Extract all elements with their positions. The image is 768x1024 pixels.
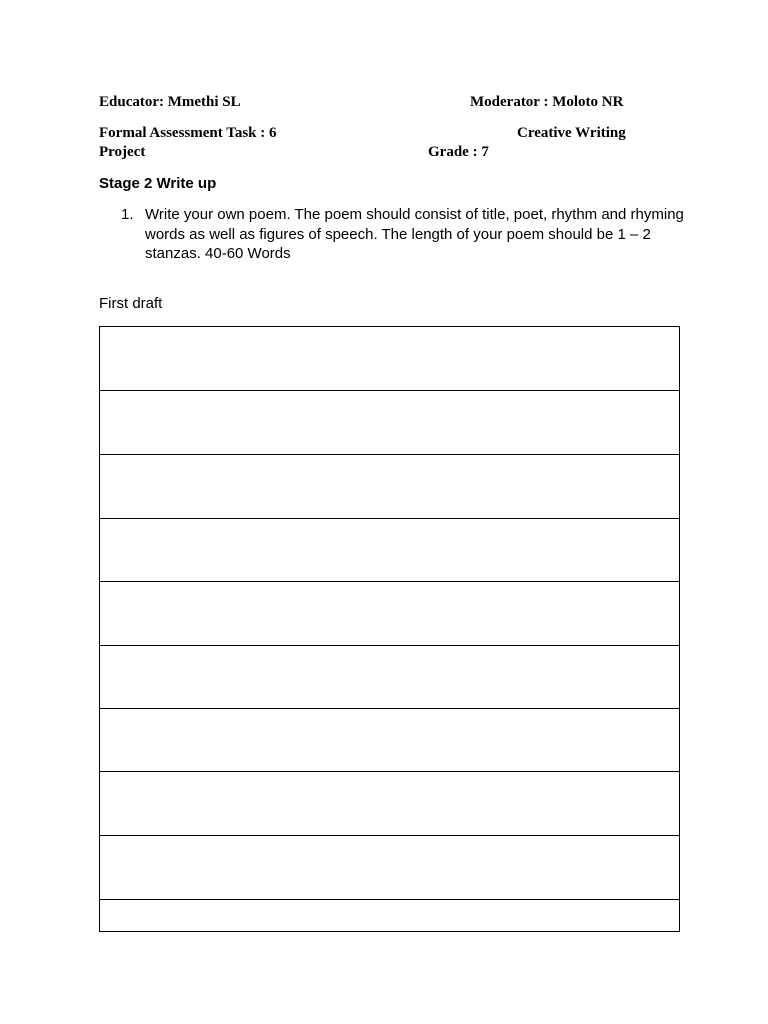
writing-line [100,454,679,455]
writing-line [100,581,679,582]
moderator-name: Moderator : Moloto NR [470,94,624,110]
grade-label: Grade : 7 [428,144,489,160]
instruction-number: 1. [121,206,134,223]
writing-line [100,645,679,646]
writing-line [100,390,679,391]
task-type: Project [99,144,146,160]
writing-line [100,518,679,519]
writing-line [100,835,679,836]
writing-line [100,771,679,772]
instruction-text: Write your own poem. The poem should consist of title, poet, rhythm and rhyming words as well as figures of speech. The length of your poem should be 1 – 2 stanzas. 40-60 Words [145,206,684,262]
writing-line [100,899,679,900]
first-draft-writing-box[interactable] [99,326,680,932]
writing-line [100,708,679,709]
first-draft-label: First draft [99,295,163,312]
assessment-task: Formal Assessment Task : 6 [99,125,277,141]
educator-name: Educator: Mmethi SL [99,94,241,110]
subject-label: Creative Writing [517,125,626,141]
section-title: Stage 2 Write up [99,175,217,192]
